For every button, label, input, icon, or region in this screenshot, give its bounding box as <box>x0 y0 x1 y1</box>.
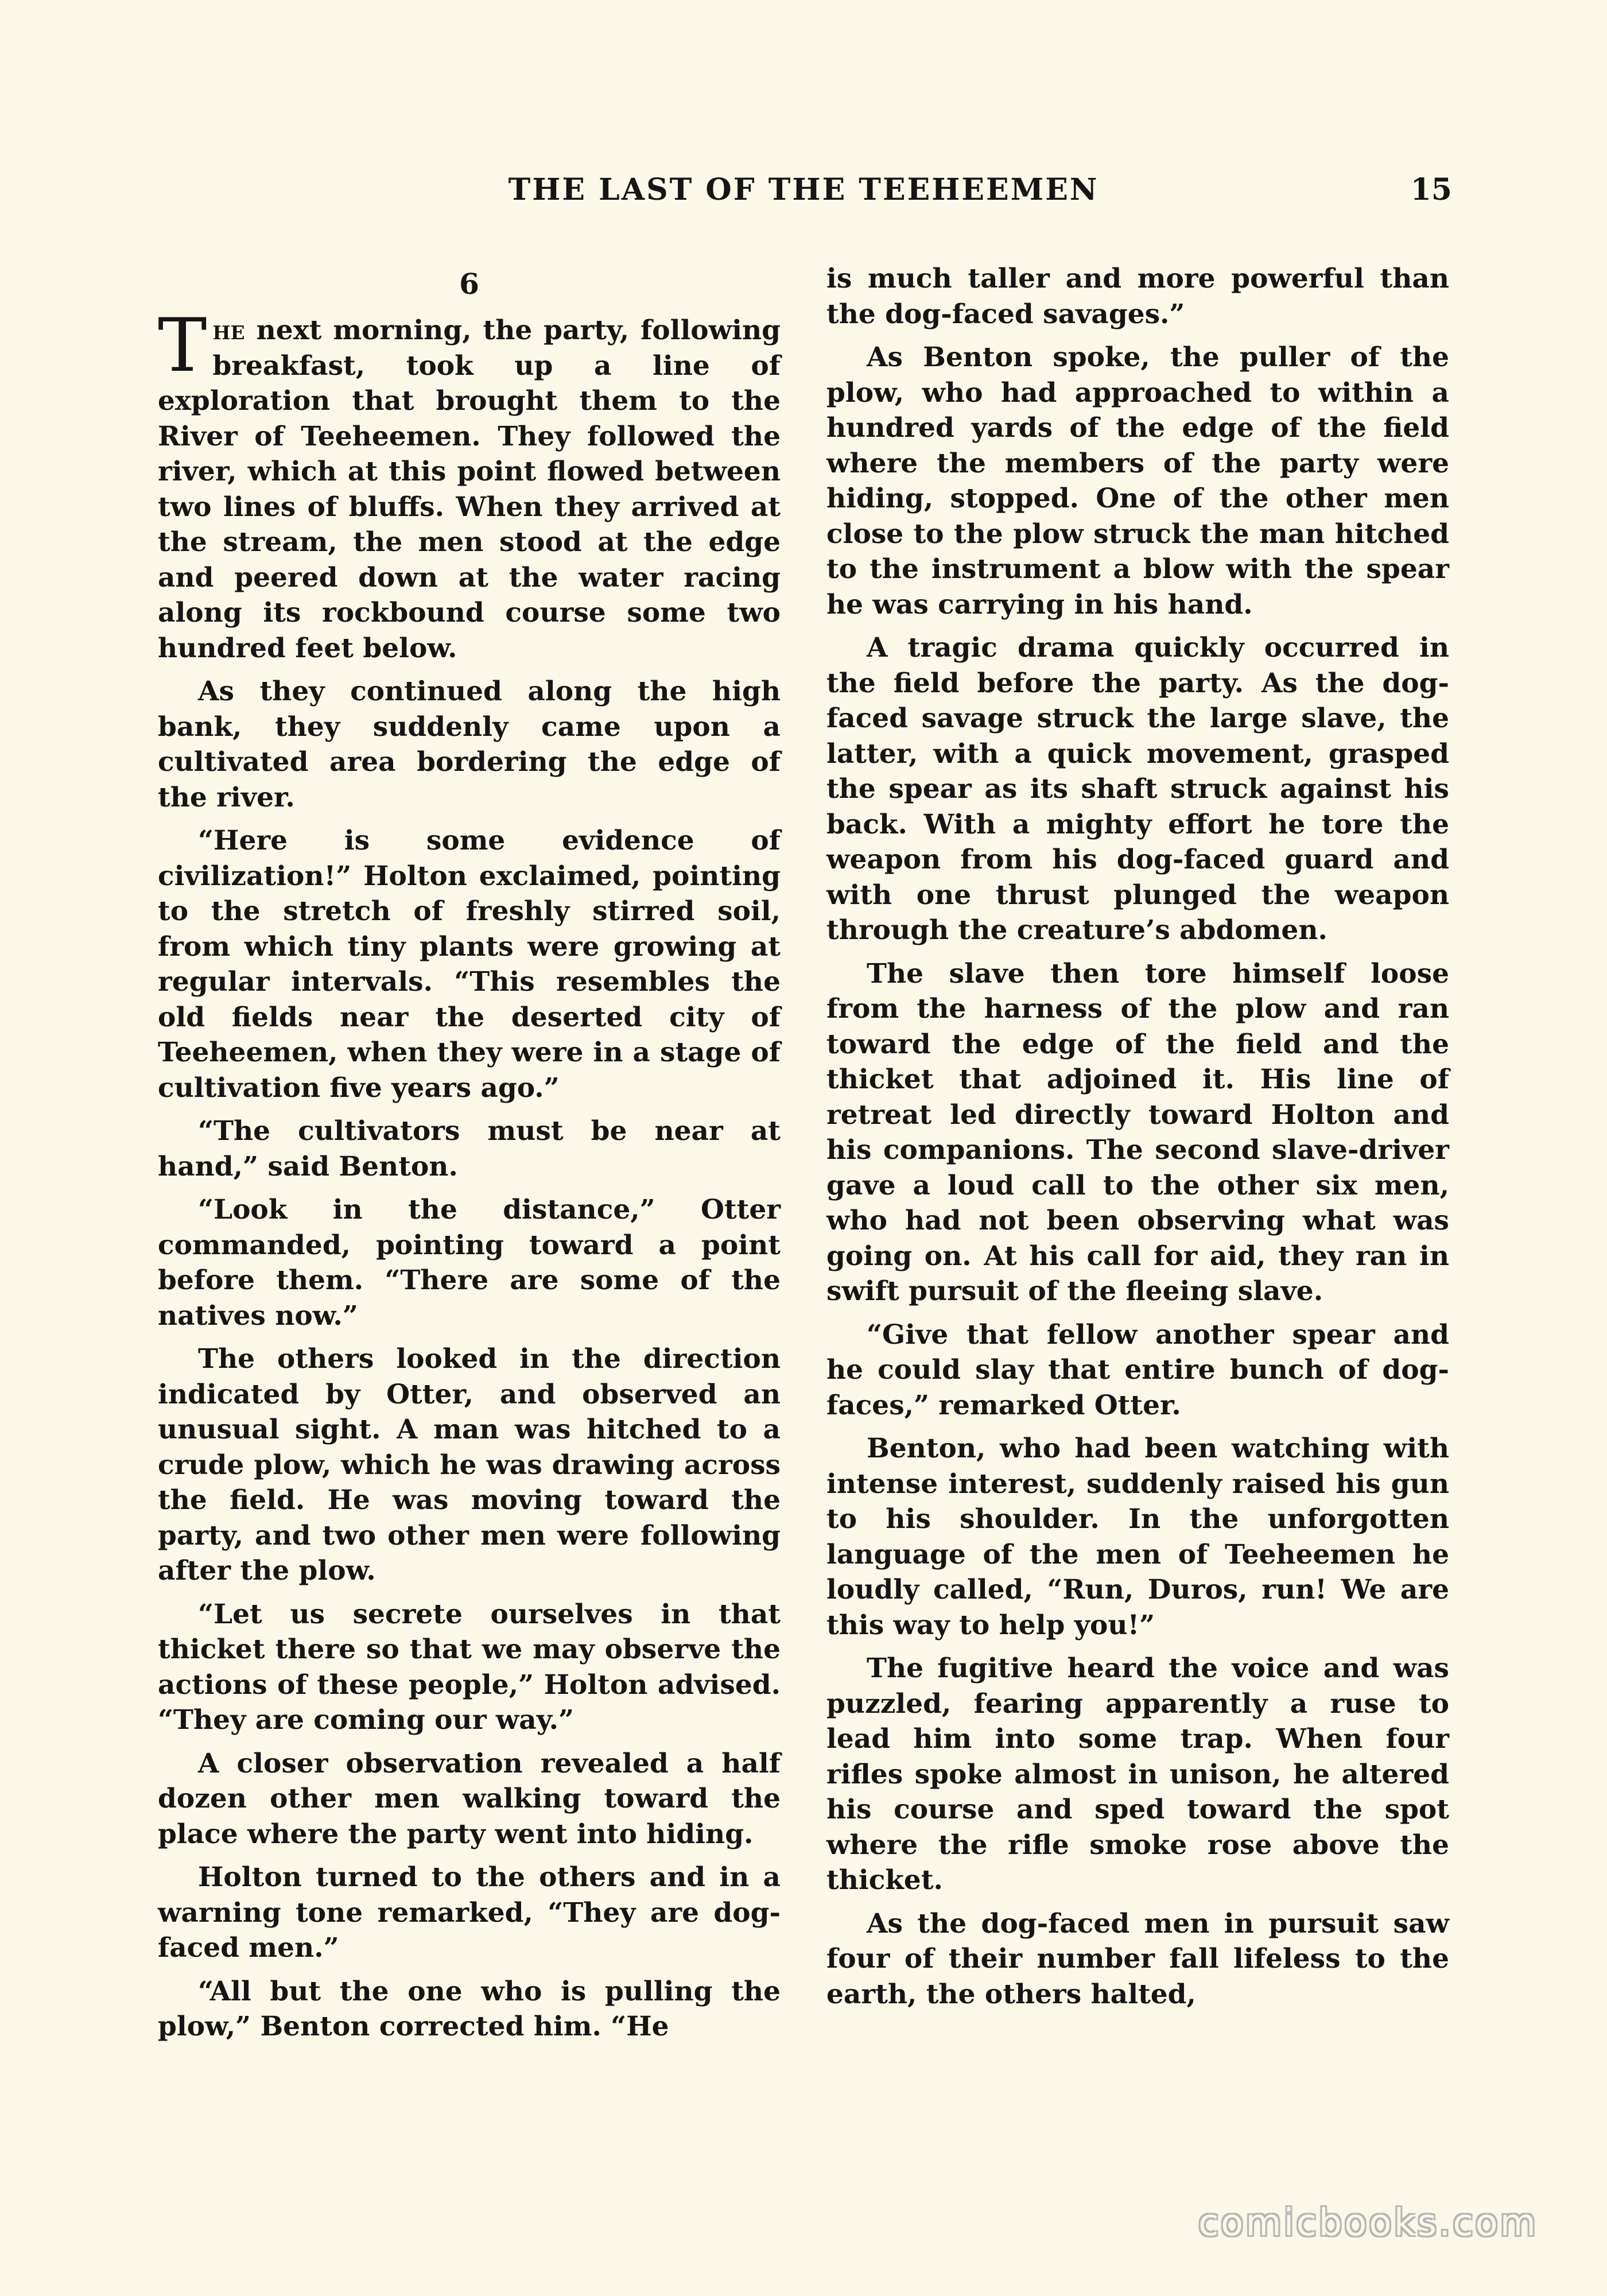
left-column <box>158 261 781 2053</box>
paragraph: As they continued along the high bank, they suddenly came upon a cultivated area bordering the edge of the river. <box>158 676 781 813</box>
paragraph: As the dog-faced men in pursuit saw four of their number fall lifeless to the earth, the others halted, <box>826 1907 1449 2010</box>
page-number: 15 <box>1410 172 1452 207</box>
paragraph: “The cultivators must be near at hand,” said Benton. <box>158 1115 781 1182</box>
paragraph: The others looked in the direction indicated by Otter, and observed an unusual sight. A man was hitched to a crude plow, which he was drawing across the field. He was moving toward the party, and two other men were following after the plow. <box>158 1343 781 1587</box>
paragraph: As Benton spoke, the puller of the plow, who had approached to within a hundred yards of the edge of the field where the members of the party were hiding, stopped. One of the other men close to the plow struck the man hitched to the instrument a blow with the spear he was carrying in his hand. <box>826 342 1449 620</box>
watermark: comicbooks.com <box>1198 2202 1538 2244</box>
right-column <box>826 261 1449 2020</box>
paragraph: The slave then tore himself loose from the harness of the plow and ran toward the edge of the field and the thicket that adjoined it. His line of retreat led directly toward Holton and his companions. The second slave-driver gave a loud call to the other six men, who had not been observing what was going on. At his call for aid, they ran in swift pursuit of the fleeing slave. <box>826 957 1449 1307</box>
paragraph: “All but the one who is pulling the plow,” Benton corrected him. “He <box>158 1975 781 2042</box>
opening-small-caps: he <box>212 315 245 346</box>
running-head <box>155 172 1452 218</box>
paragraph: “Let us secrete ourselves in that thicket there so that we may observe the actions of these people,” Holton advised. “They are coming our way.” <box>158 1598 781 1736</box>
paragraph-continued: is much taller and more powerful than the dog-faced savages.” <box>826 263 1449 330</box>
chapter-number: 6 <box>459 267 479 301</box>
paragraph: The fugitive heard the voice and was puzzled, fearing apparently a ruse to lead him into some trap. When four rifles spoke almost in unison, he altered his course and sped toward the spot where the rifle smoke rose above the thicket. <box>826 1653 1449 1896</box>
running-title: THE LAST OF THE TEEHEEMEN <box>508 172 1099 207</box>
paragraph: A tragic drama quickly occurred in the field before the party. As the dog-faced savage struck the large slave, the latter, with a quick movement, grasped the spear as its shaft struck against his back. With a mighty effort he tore the weapon from his dog-faced guard and with one thrust plunged the weapon through the creature’s abdomen. <box>826 632 1449 946</box>
paragraph-text: next morning, the party, following breakfast, took up a line of exploration that brought them to the River of Teeheemen. They followed the river, which at this point flowed between two lines of bluffs. When they arrived at the stream, the men stood at the edge and peered down at the water racing along its rockbound course some two hundred feet below. <box>158 315 781 664</box>
drop-cap: T <box>158 303 207 389</box>
paragraph: A closer observation revealed a half dozen other men walking toward the place where the party went into hiding. <box>158 1747 781 1850</box>
paragraph <box>158 303 781 666</box>
paragraph: “Here is some evidence of civilization!” Holton exclaimed, pointing to the stretch of freshly stirred soil, from which tiny plants were growing at regular intervals. “This resembles the old fields near the deserted city of Teeheemen, when they were in a stage of cultivation five years ago.” <box>158 825 781 1104</box>
paragraph: “Look in the distance,” Otter commanded, pointing toward a point before them. “There are some of the natives now.” <box>158 1194 781 1332</box>
paragraph: “Give that fellow another spear and he could slay that entire bunch of dog-faces,” remarked Otter. <box>826 1318 1449 1421</box>
paragraph: Benton, who had been watching with intense interest, suddenly raised his gun to his shoulder. In the unforgotten language of the men of Teeheemen he loudly called, “Run, Duros, run! We are this way to help you!” <box>826 1433 1449 1641</box>
paragraph: Holton turned to the others and in a warning tone remarked, “They are dog-faced men.” <box>158 1861 781 1964</box>
